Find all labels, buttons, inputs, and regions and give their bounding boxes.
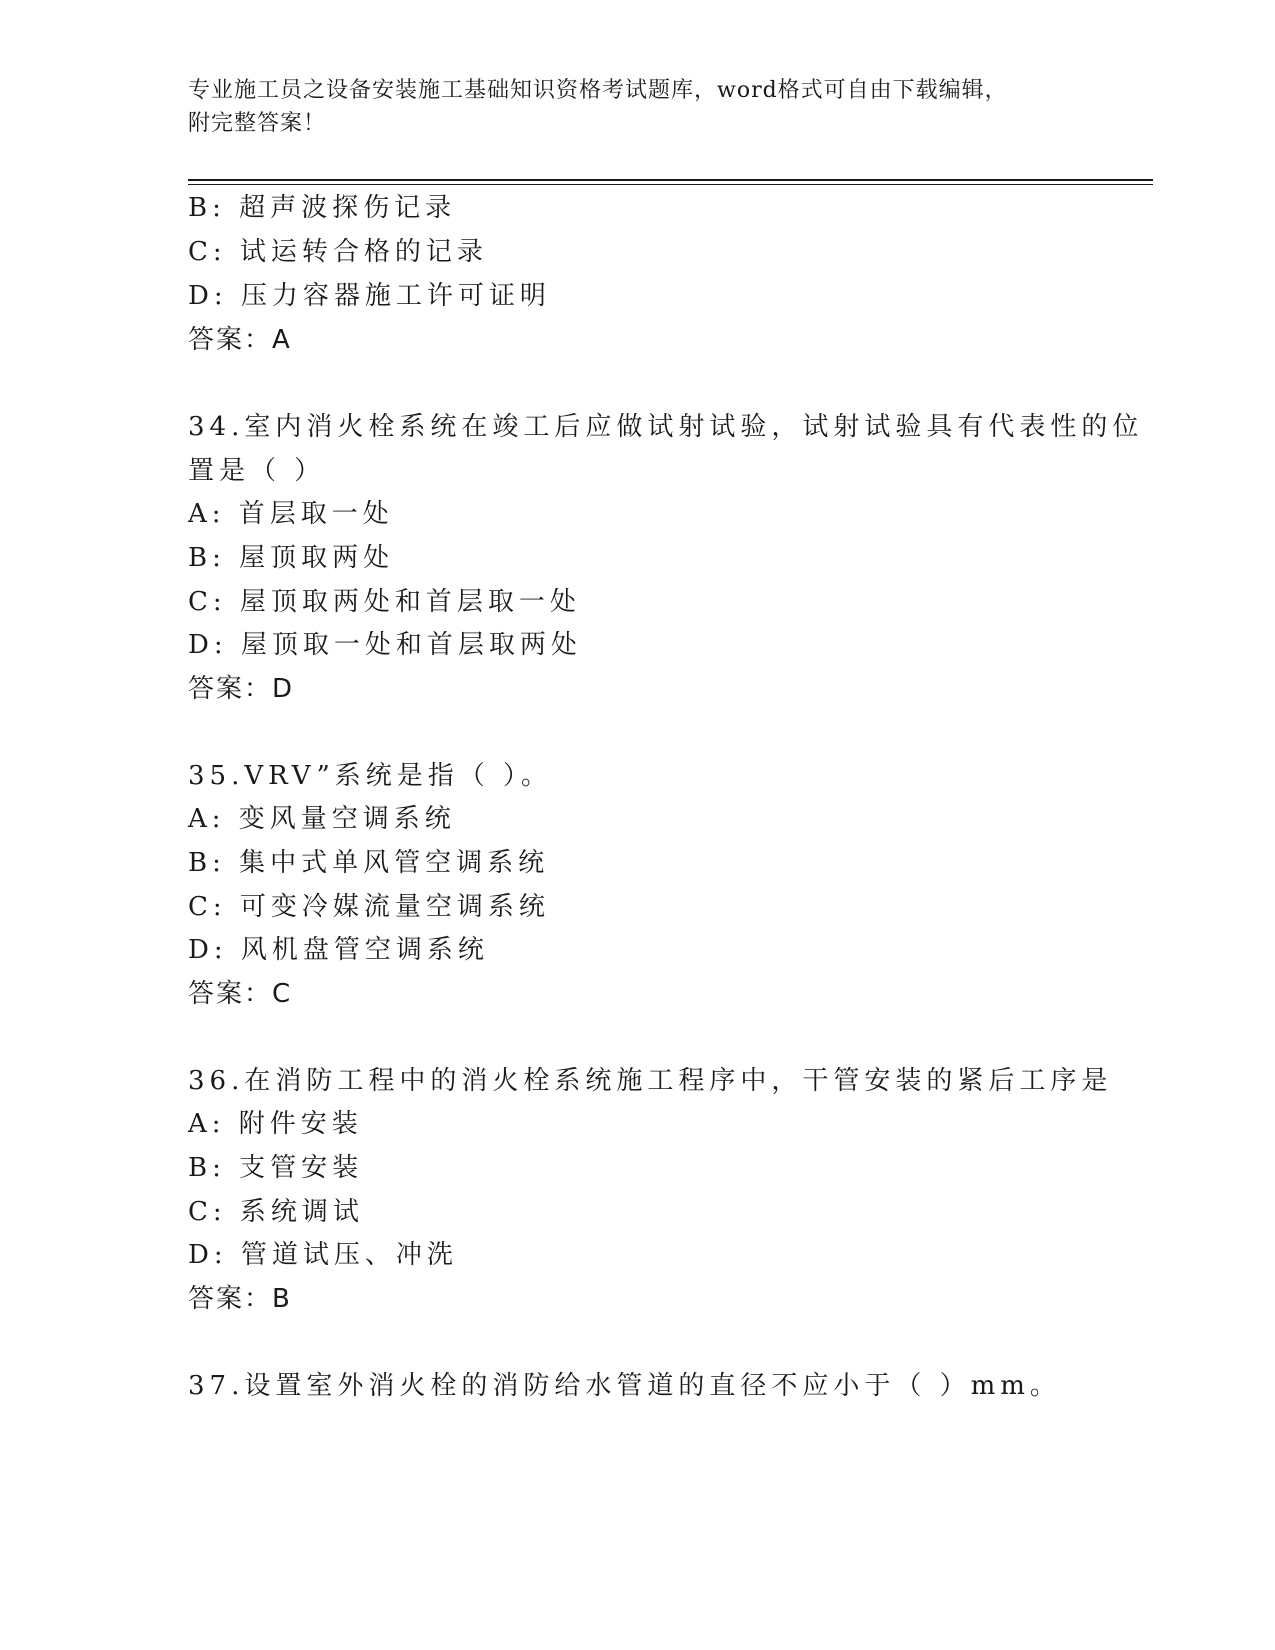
document-header bbox=[188, 74, 1068, 140]
option-c-q36: C: 系统调试 bbox=[188, 1197, 364, 1227]
option-c-q33: C: 试运转合格的记录 bbox=[188, 237, 488, 267]
option-b-q33: B: 超声波探伤记录 bbox=[188, 193, 457, 223]
option-b-q34: B: 屋顶取两处 bbox=[188, 543, 395, 573]
option-a-q34: A: 首层取一处 bbox=[188, 499, 394, 529]
option-d-q35: D: 风机盘管空调系统 bbox=[188, 935, 489, 965]
option-d-q33: D: 压力容器施工许可证明 bbox=[188, 281, 551, 311]
answer-q36: 答案：B bbox=[188, 1284, 292, 1314]
option-b-q36: B: 支管安装 bbox=[188, 1153, 364, 1183]
option-a-q35: A: 变风量空调系统 bbox=[188, 804, 456, 834]
question-37: 37.设置室外消火栓的消防给水管道的直径不应小于（ ）mm。 bbox=[188, 1371, 1061, 1401]
question-36: 36.在消防工程中的消火栓系统施工程序中，干管安装的紧后工序是 bbox=[188, 1066, 1113, 1096]
question-34-line-1: 34.室内消火栓系统在竣工后应做试射试验，试射试验具有代表性的位 bbox=[188, 412, 1144, 442]
question-34-line-2: 置是（ ） bbox=[188, 456, 326, 486]
answer-q33: 答案：A bbox=[188, 325, 292, 355]
header-line-1: 专业施工员之设备安装施工基础知识资格考试题库，word格式可自由下载编辑， bbox=[188, 78, 1008, 103]
option-d-q36: D: 管道试压、冲洗 bbox=[188, 1240, 458, 1270]
option-c-q34: C: 屋顶取两处和首层取一处 bbox=[188, 587, 581, 617]
option-d-q34: D: 屋顶取一处和首层取两处 bbox=[188, 630, 582, 660]
header-line-2: 附完整答案！ bbox=[188, 111, 327, 136]
header-divider-thick bbox=[188, 179, 1153, 181]
answer-q35: 答案：C bbox=[188, 979, 293, 1009]
answer-q34: 答案：D bbox=[188, 674, 295, 704]
option-b-q35: B: 集中式单风管空调系统 bbox=[188, 848, 550, 878]
header-divider-thin bbox=[188, 184, 1153, 185]
option-c-q35: C: 可变冷媒流量空调系统 bbox=[188, 892, 550, 922]
question-35: 35.VRV”系统是指（ ）。 bbox=[188, 761, 553, 791]
option-a-q36: A: 附件安装 bbox=[188, 1109, 363, 1139]
